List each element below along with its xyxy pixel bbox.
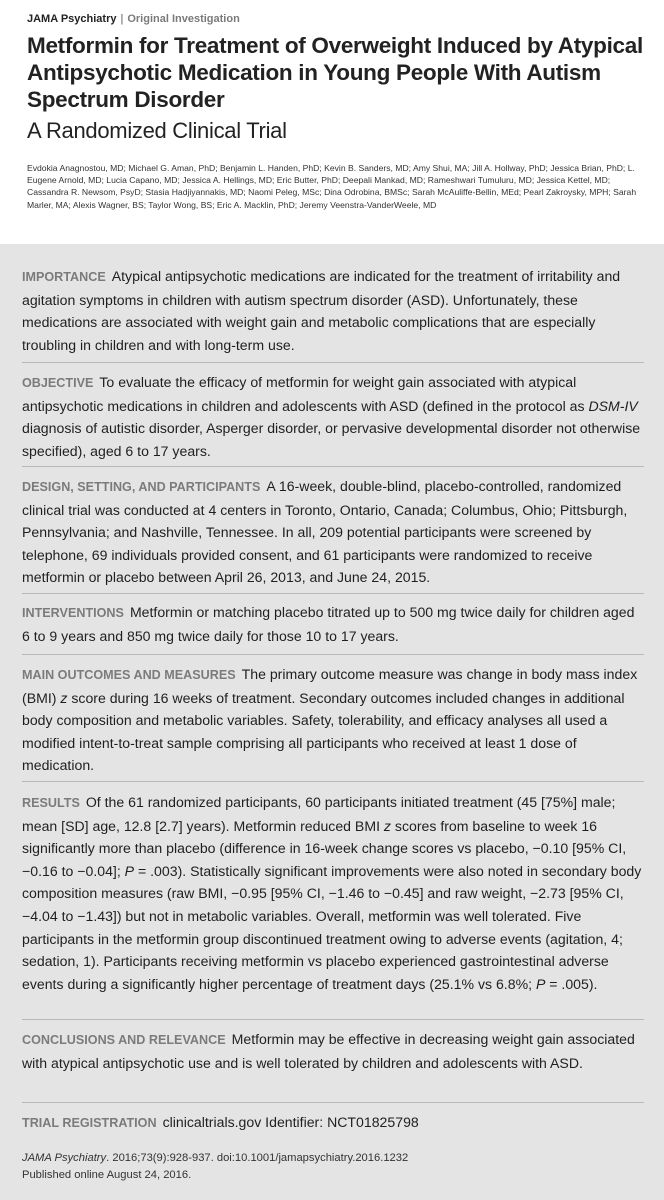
- abstract-importance: [22, 265, 644, 356]
- section-heading: CONCLUSIONS AND RELEVANCE: [22, 1033, 226, 1047]
- section-heading: INTERVENTIONS: [22, 606, 124, 620]
- section-text: diagnosis of autistic disorder, Asperger disorder, or pervasive developmental disorder not otherwise specified), aged 6 to 17 years.: [22, 420, 641, 459]
- article-title: Metformin for Treatment of Overweight Induced by Atypical Antipsychotic Medication in Young People With Autism Spectrum Disorder: [27, 33, 643, 112]
- section-text: The primary outcome measure was change in body mass index (BMI): [22, 666, 638, 706]
- section-text-italic: P: [535, 975, 546, 992]
- abstract-registration: [22, 1111, 644, 1135]
- article-subtitle: A Randomized Clinical Trial: [27, 118, 287, 143]
- journal-separator: |: [120, 13, 124, 25]
- section-heading: RESULTS: [22, 796, 80, 810]
- section-text-italic: DSM-IV: [588, 397, 638, 414]
- section-text: score during 16 weeks of treatment. Secondary outcomes included changes in additional body composition and metabolic variables. Safety, tolerability, and efficacy analyses all used a modified intent-to-treat sample comprising all participants who received at least 1 dose of medication.: [22, 689, 625, 774]
- citation-details: . 2016;73(9):928-937. doi:10.1001/jamapsychiatry.2016.1232: [106, 1152, 409, 1164]
- abstract-objective: [22, 371, 644, 462]
- section-divider: [22, 593, 644, 594]
- section-text: clinicaltrials.gov Identifier: NCT01825798: [162, 1114, 419, 1130]
- section-text: = .003). Statistically significant improvements were also noted in secondary body composition measures (raw BMI, −0.95 [95% CI, −1.46 to −0.45] and raw weight, −2.73 [95% CI, −4.04 to −1.43]) but not in metabolic variables. Overall, metformin was well tolerated. Five participants in the metformin group discontinued treatment owing to adverse events (agitation, 4; sedation, 1). Participants receiving metformin vs placebo experienced gastrointestinal adverse events during a significantly higher percentage of treatment days (25.1% vs 6.8%;: [22, 862, 642, 992]
- section-text: = .005).: [549, 975, 598, 992]
- section-text-italic: P: [124, 862, 135, 879]
- section-text: Metformin or matching placebo titrated up to 500 mg twice daily for children aged 6 to 9 years and 850 mg twice daily for those 10 to 17 years.: [22, 604, 635, 644]
- citation-journal: JAMA Psychiatry: [22, 1152, 107, 1164]
- journal-line: [27, 13, 240, 25]
- section-text: scores from baseline to week 16 significantly more than placebo (difference in 16-week change scores vs placebo, −0.10 [95% CI, −0.16 to −0.04];: [22, 817, 627, 879]
- author-list: Evdokia Anagnostou, MD; Michael G. Aman, PhD; Benjamin L. Handen, PhD; Kevin B. Sanders, MD; Amy Shui, MA; Jill A. Hollway, PhD; Jessica Brian, PhD; L. Eugene Arnold, MD; Lucia Capano, MD; Jessica A. Hellings, MD; Eric Butter, PhD; Deepali Mankad, MD; Rameshwari Tumuluru, MD; Jessica Kettel, MD; Cassandra R. Newsom, PsyD; Stasia Hadjiyannakis, MD; Naomi Peleg, MSc; Dina Odrobina, BMSc; Sarah McAuliffe-Bellin, MEd; Pearl Zakroysky, MPH; Sarah Marler, MA; Alexis Wagner, BS; Taylor Wong, BS; Eric A. Macklin, PhD; Jeremy Veenstra-VanderWeele, MD: [27, 163, 637, 210]
- journal-name: JAMA Psychiatry: [27, 13, 117, 25]
- section-text: Of the 61 randomized participants, 60 participants initiated treatment (45 [75%] male; mean [SD] age, 12.8 [2.7] years). Metformin reduced BMI: [22, 794, 616, 834]
- section-heading: OBJECTIVE: [22, 376, 94, 390]
- section-text: Atypical antipsychotic medications are indicated for the treatment of irritability and agitation symptoms in children with autism spectrum disorder (ASD). Unfortunately, these medications are associated with weight gain and metabolic complications that are especially troubling in children and with long-term use.: [22, 268, 621, 353]
- citation: [22, 1150, 408, 1184]
- article-section: Original Investigation: [127, 13, 240, 25]
- article-header: [0, 0, 664, 232]
- section-text: Metformin may be effective in decreasing weight gain associated with atypical antipsychotic use and is well tolerated by children and adolescents with ASD.: [22, 1031, 635, 1071]
- section-divider: [22, 654, 644, 655]
- abstract-interventions: [22, 601, 644, 647]
- section-divider: [22, 1102, 644, 1103]
- citation-line: [22, 1150, 408, 1167]
- abstract-design: [22, 475, 644, 589]
- abstract-outcomes: [22, 663, 644, 777]
- section-heading: DESIGN, SETTING, AND PARTICIPANTS: [22, 480, 261, 494]
- section-heading: IMPORTANCE: [22, 270, 106, 284]
- section-text: A 16-week, double-blind, placebo-controlled, randomized clinical trial was conducted at 4 centers in Toronto, Ontario, Canada; Columbus, Ohio; Pittsburgh, Pennsylvania; and Nashville, Tennessee. In all, 209 potential participants were screened by telephone, 69 individuals provided consent, and 61 participants were randomized to receive metformin or placebo between April 26, 2013, and June 24, 2015.: [22, 478, 628, 586]
- section-text: To evaluate the efficacy of metformin for weight gain associated with atypical antipsychotic medications in children and adolescents with ASD (defined in the protocol as: [22, 374, 585, 414]
- abstract-results: [22, 791, 644, 995]
- section-divider: [22, 1019, 644, 1020]
- section-divider: [22, 362, 644, 363]
- section-text-italic: z: [383, 817, 391, 834]
- section-divider: [22, 466, 644, 467]
- section-divider: [22, 781, 644, 782]
- published-date: Published online August 24, 2016.: [22, 1169, 192, 1181]
- abstract-conclusions: [22, 1028, 644, 1074]
- section-heading: TRIAL REGISTRATION: [22, 1116, 157, 1130]
- section-text-italic: z: [60, 689, 68, 706]
- section-heading: MAIN OUTCOMES AND MEASURES: [22, 668, 236, 682]
